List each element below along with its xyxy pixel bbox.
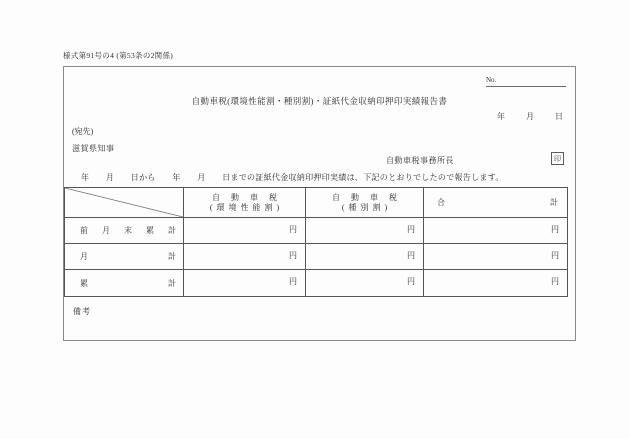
- amount-cell-total: 円: [551, 225, 559, 234]
- row-label-char: 前: [80, 226, 88, 235]
- date-day-label: 日: [555, 112, 563, 121]
- env-tax-label-line1: 自動車税: [212, 192, 288, 202]
- type-tax-label-line2: (種別割): [341, 202, 392, 212]
- amount-cell-type: 円: [306, 218, 424, 243]
- table-header-row: [65, 188, 567, 218]
- total-label-right: 計: [550, 198, 558, 207]
- type-tax-label-line1: 自動車税: [332, 192, 408, 202]
- amount-cell-type: 円: [306, 244, 424, 269]
- amount-cell-env: 円: [184, 270, 306, 296]
- seal-box: [551, 152, 564, 165]
- amount-cell-type: 円: [306, 270, 424, 296]
- remarks-label: 備考: [73, 307, 91, 316]
- amount-cell-total: 円: [551, 277, 559, 286]
- column-header-total: [424, 188, 567, 217]
- addressee-prefix: (宛先): [72, 127, 94, 136]
- row-label-char: 計: [168, 252, 176, 261]
- seal-character: 印: [554, 154, 561, 163]
- diagonal-header-cell: [65, 188, 184, 217]
- date-line: [497, 111, 563, 122]
- form-title: 自動車税(環境性能割・種別割)・証紙代金収納印押印実績報告書: [191, 96, 448, 106]
- sender-title: 自動車税事務所長: [386, 156, 454, 165]
- table-row-prev-month-cumulative: [65, 218, 567, 244]
- row-label-char: 計: [168, 226, 176, 235]
- amount-cell-total: 円: [551, 251, 559, 260]
- row-label-char: 末: [124, 226, 132, 235]
- row-label-cell: [65, 218, 184, 243]
- form-style-number: 様式第91号の4 (第53条の2関係): [63, 51, 174, 60]
- env-tax-label-line2: (環境性能割): [209, 202, 284, 212]
- row-label-char: 月: [102, 226, 110, 235]
- date-year-label: 年: [497, 112, 505, 121]
- row-label-cell: [65, 270, 184, 296]
- row-label-cell: [65, 244, 184, 269]
- document-number-field: No.: [486, 76, 566, 87]
- date-month-label: 月: [526, 112, 534, 121]
- column-header-type-tax: [306, 188, 424, 217]
- row-label-char: 月: [80, 252, 88, 261]
- row-label-char: 累: [146, 226, 154, 235]
- amount-cell-env: 円: [184, 244, 306, 269]
- form-frame: [63, 66, 576, 341]
- report-table: [64, 187, 568, 297]
- table-row-cumulative-total: [65, 270, 567, 296]
- report-sentence: 年 月 日から 年 月 日までの証紙代金収納印押印実績は、下記のとおりでしたので報告します。: [81, 173, 504, 182]
- column-header-env-tax: [184, 188, 306, 217]
- amount-cell-env: 円: [184, 218, 306, 243]
- table-row-month-total: [65, 244, 567, 270]
- row-label-char: 累: [80, 278, 88, 288]
- addressee-name: 滋賀県知事: [72, 144, 115, 153]
- total-label-left: 合: [437, 198, 445, 207]
- diagonal-line: [65, 188, 183, 217]
- row-label-char: 計: [168, 278, 176, 288]
